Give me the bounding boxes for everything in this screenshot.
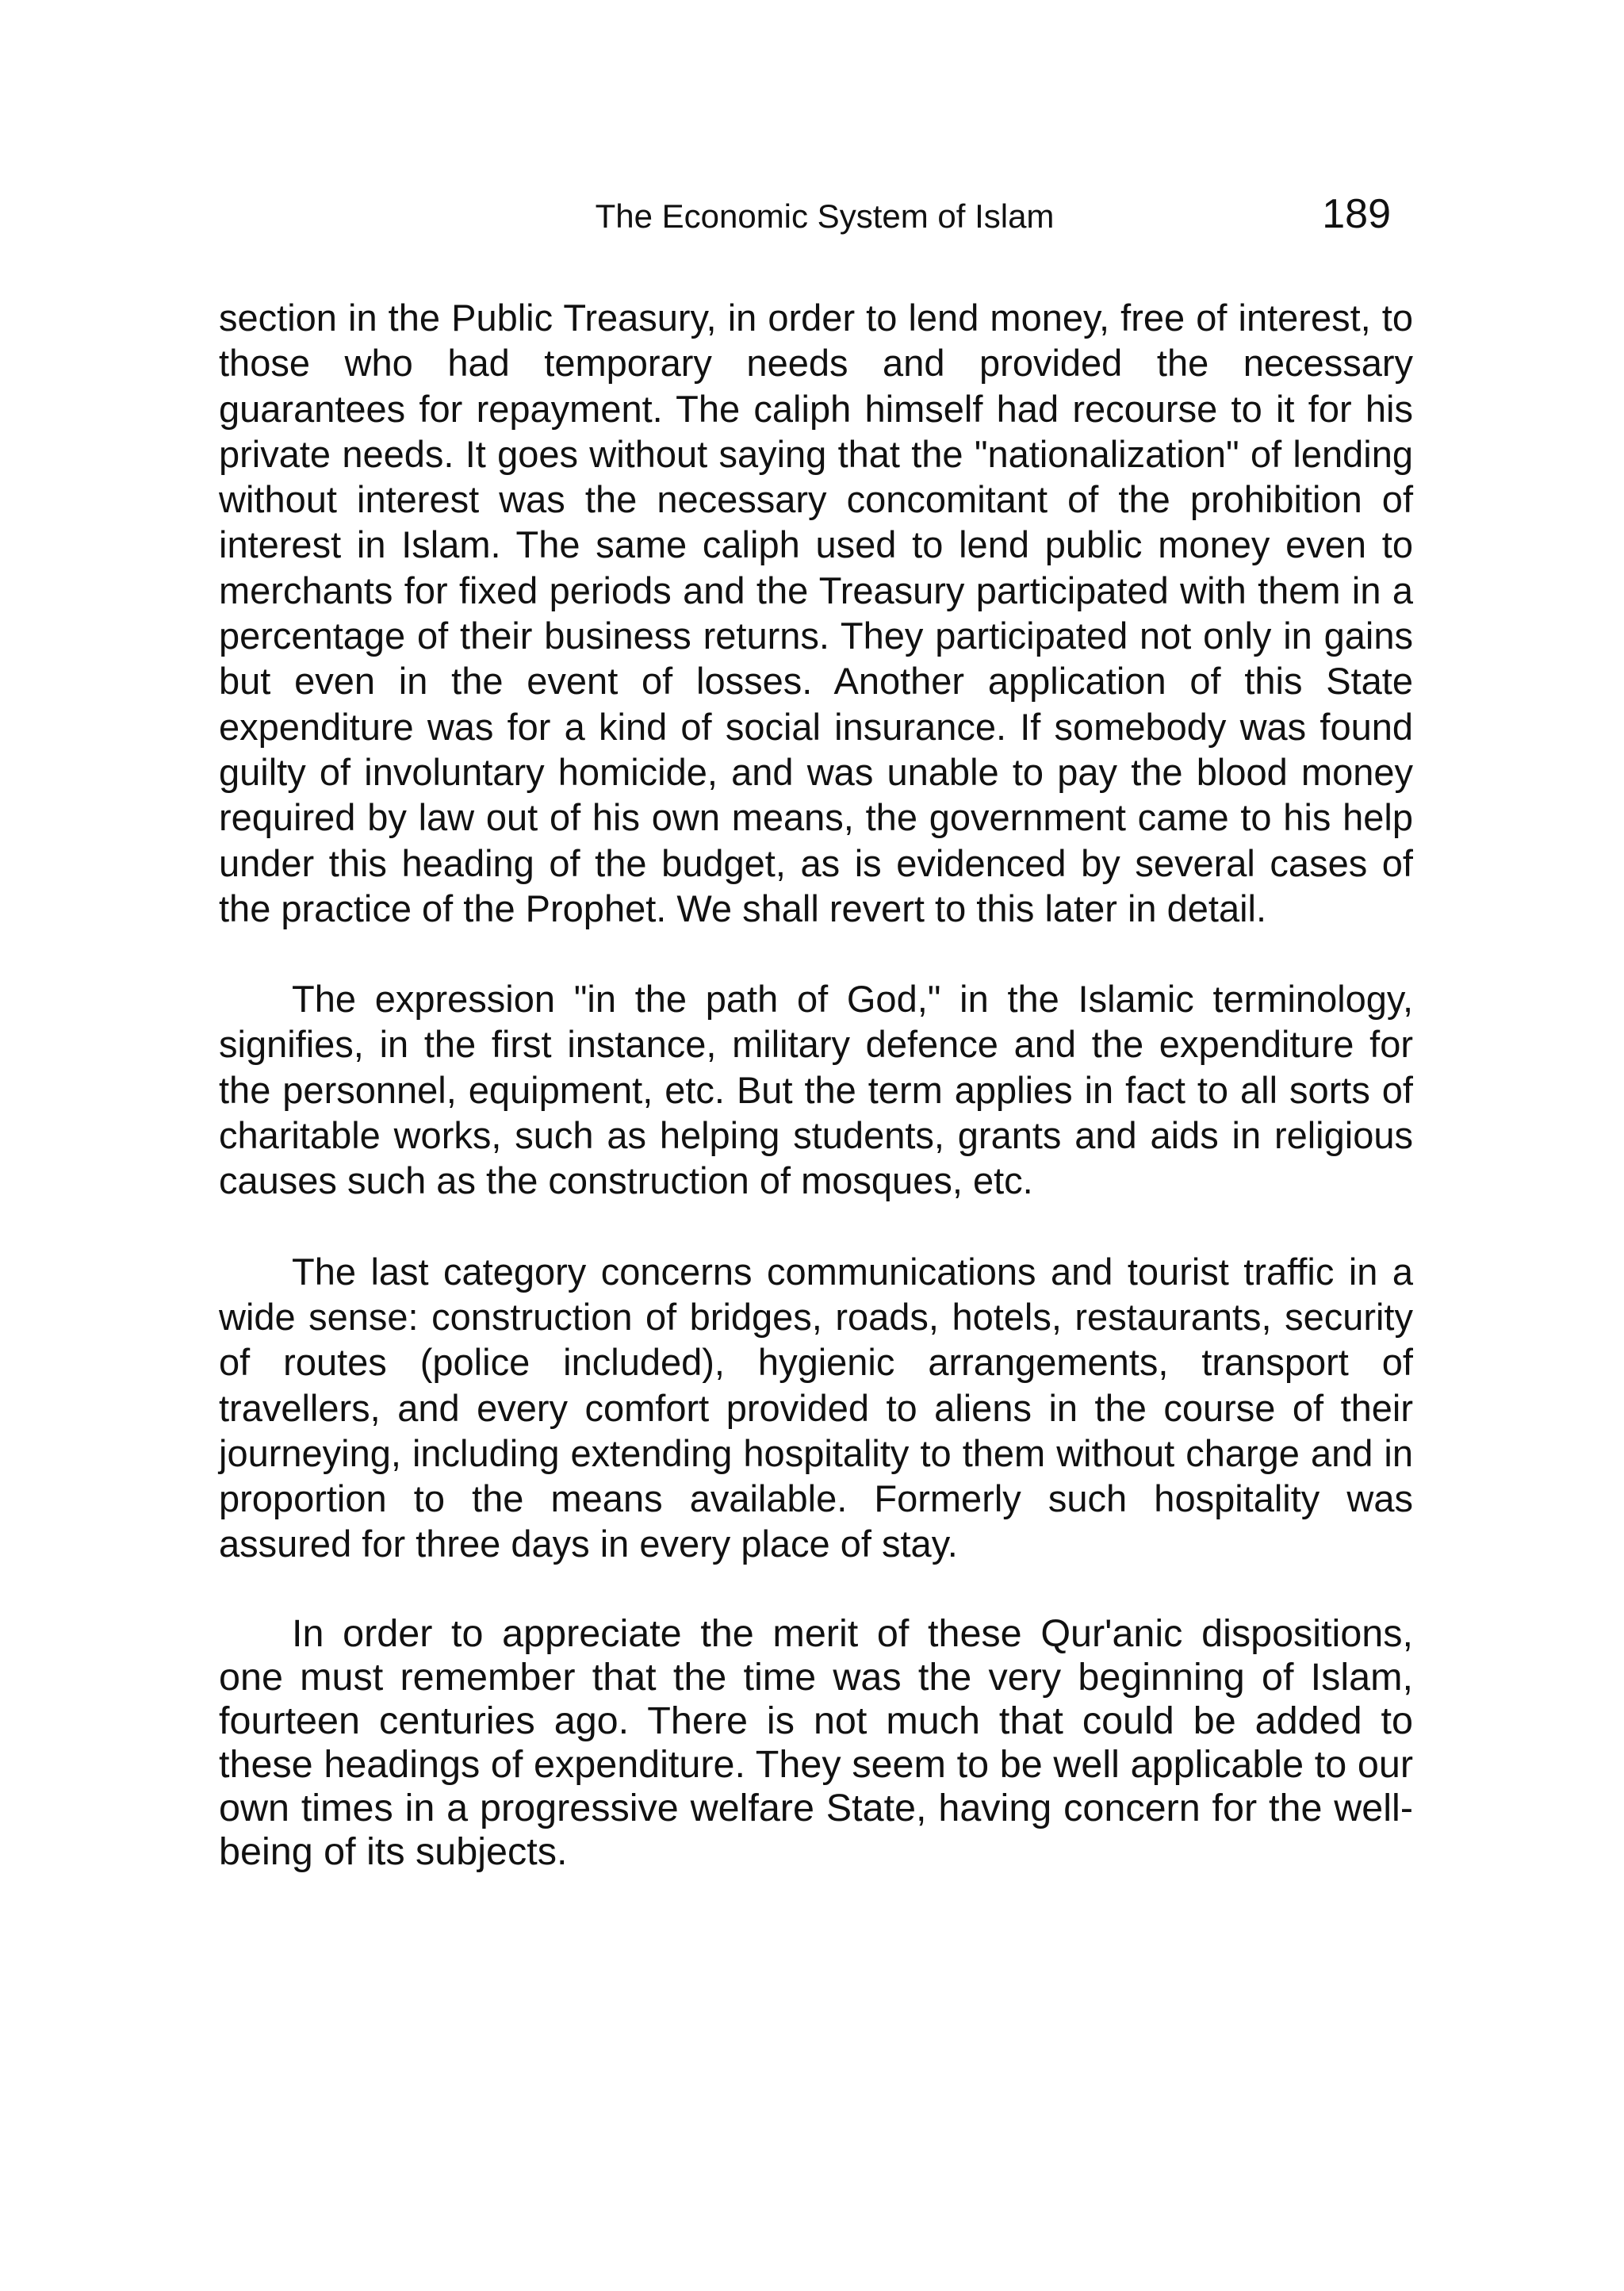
header-title: The Economic System of Islam (595, 197, 1055, 235)
body-text (219, 295, 1413, 1874)
page-number: 189 (1322, 191, 1391, 237)
paragraph-1: section in the Public Treasury, in order to lend money, free of interest, to those who had temporary needs and provided the necessary guarantees for repayment. The caliph himself had recourse to it for his private needs. It goes without saying that the "nationalization" of lending without interest was the necessary concomitant of the prohibition of interest in Islam. The same caliph used to lend public money even to merchants for fixed periods and the Treasury participated with them in a percentage of their business returns. They participated not only in gains but even in the event of losses. Another application of this State expenditure was for a kind of social insurance. If somebody was found guilty of involuntary homicide, and was unable to pay the blood money required by law out of his own means, the government came to his help under this heading of the budget, as is evidenced by several cases of the practice of the Prophet. We shall revert to this later in detail. (219, 297, 1413, 929)
running-header (0, 193, 1624, 241)
paragraph-4: In order to appreciate the merit of these Qur'anic dispositions, one must remember that the time was the very beginning of Islam, fourteen centuries ago. There is not much that could be added to these headings of expenditure. They seem to be well applicable to our own times in a progressive welfare State, having concern for the well-being of its subjects. (219, 1611, 1413, 1873)
paragraph-3: The last category concerns communications and tourist traffic in a wide sense: construction of bridges, roads, hotels, restaurants, security of routes (police included), hygienic arrangements, transport of travellers, and every comfort provided to aliens in the course of their journeying, including extending hospitality to them without charge and in proportion to the means available. Formerly such hospitality was assured for three days in every place of stay. (219, 1250, 1413, 1565)
paragraph-2: The expression "in the path of God," in the Islamic terminology, signifies, in the first instance, military defence and the expenditure for the personnel, equipment, etc. But the term applies in fact to all sorts of charitable works, such as helping students, grants and aids in religious causes such as the construction of mosques, etc. (219, 978, 1413, 1202)
